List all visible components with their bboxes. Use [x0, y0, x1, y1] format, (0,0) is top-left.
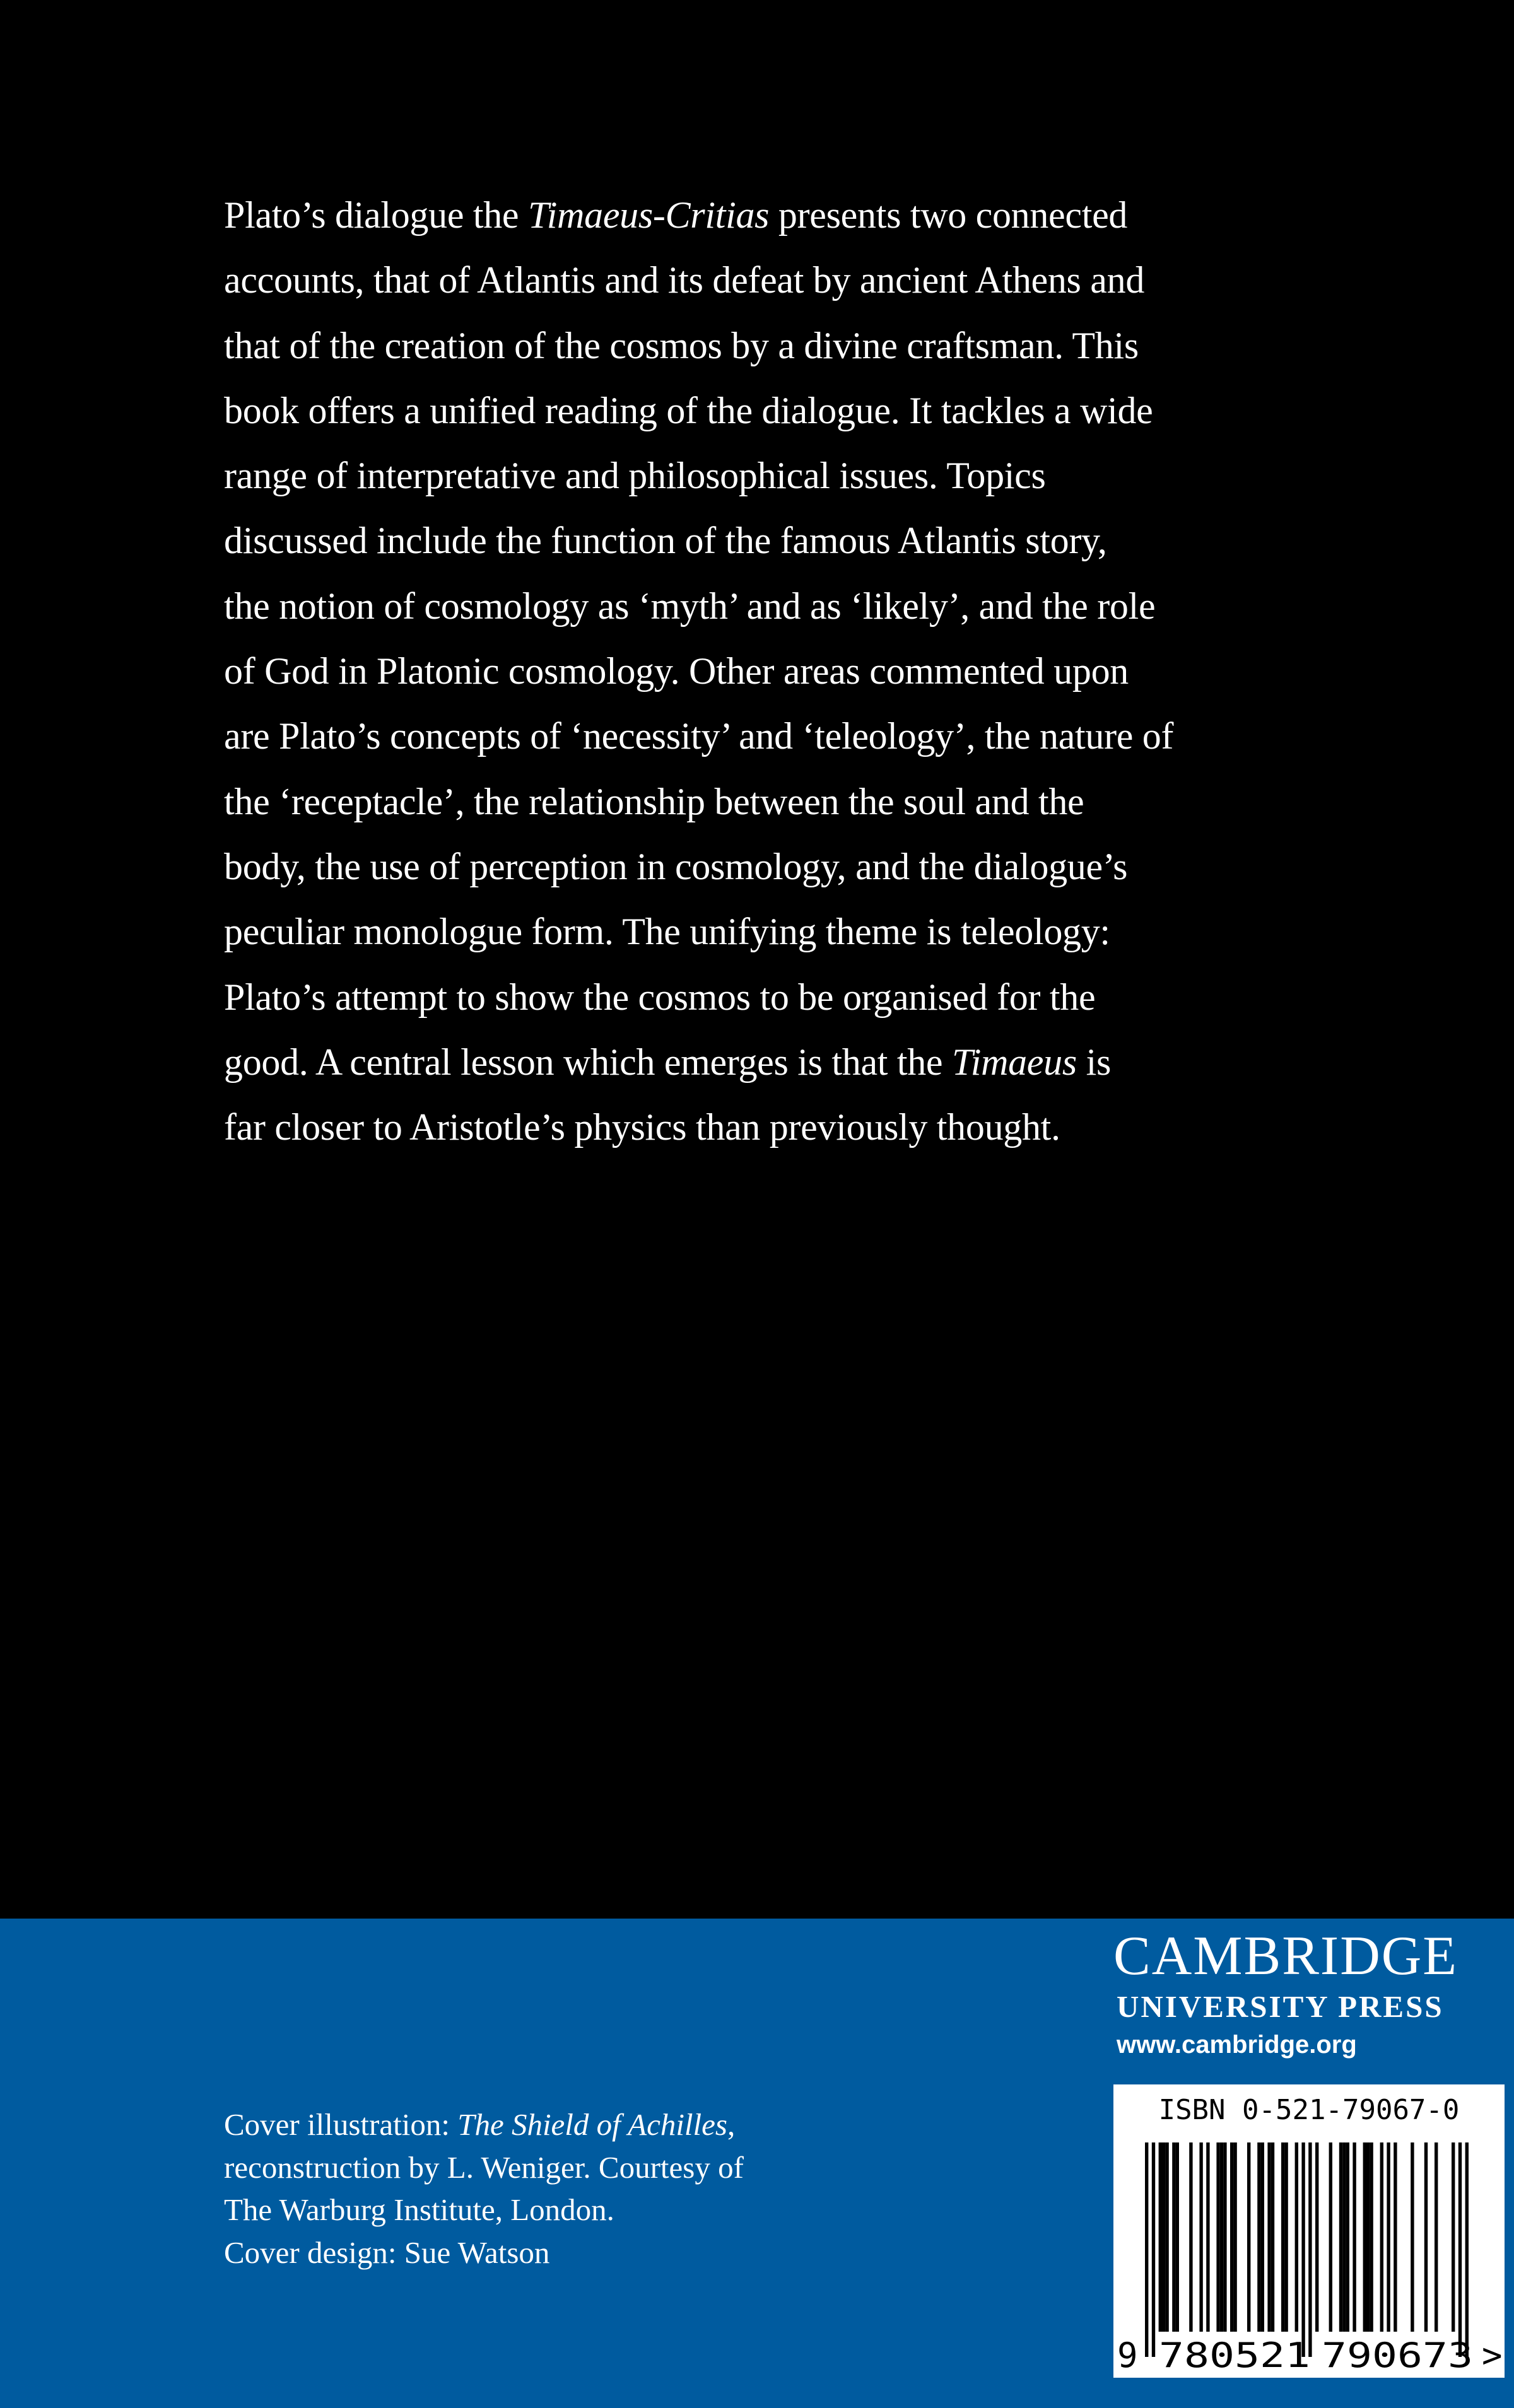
barcode-bar — [1220, 2142, 1223, 2332]
barcode-bar — [1353, 2142, 1356, 2332]
ean-first-digit: 9 — [1117, 2335, 1138, 2375]
barcode-bar — [1233, 2142, 1236, 2332]
blurb-italic-title: Timaeus-Critias — [527, 194, 770, 236]
barcode-bar — [1284, 2142, 1288, 2332]
barcode-bar — [1172, 2142, 1175, 2332]
barcode-bar — [1339, 2142, 1342, 2332]
blurb-italic-title: Timaeus — [951, 1041, 1077, 1083]
credits-line — [224, 2103, 855, 2146]
barcode-bar — [1162, 2142, 1165, 2332]
barcode-bar — [1189, 2142, 1192, 2332]
barcode-bar — [1458, 2142, 1462, 2357]
blurb-text-span: Plato’s attempt to show the cosmos to be organised for the — [224, 976, 1096, 1018]
publisher-url: www.cambridge.org — [1117, 2031, 1357, 2059]
barcode-bar — [1230, 2142, 1233, 2332]
blurb-line — [224, 965, 1322, 1030]
ean-right-digits: 790673 — [1322, 2335, 1473, 2375]
publisher-name: CAMBRIDGE — [1113, 1926, 1458, 1987]
barcode-bar — [1329, 2142, 1332, 2332]
barcode-bar — [1346, 2142, 1349, 2332]
barcode-bar — [1370, 2142, 1373, 2332]
blurb-line — [224, 769, 1322, 834]
barcode-bar — [1271, 2142, 1274, 2332]
blurb-line — [224, 639, 1322, 704]
barcode-bar — [1380, 2142, 1383, 2332]
credits-text-span: Cover illustration: — [224, 2107, 458, 2142]
blurb-text-span: of God in Platonic cosmology. Other areas commented upon — [224, 650, 1129, 693]
blurb-line — [224, 899, 1322, 964]
blurb-text-span: Plato’s dialogue the — [224, 194, 528, 236]
blurb-line — [224, 508, 1322, 573]
blurb-text-span: discussed include the function of the famous Atlantis story, — [224, 520, 1107, 562]
barcode-bar — [1301, 2142, 1305, 2357]
credits-italic-title: The Shield of Achilles — [457, 2107, 727, 2142]
blurb-text-span: peculiar monologue form. The unifying theme is teleology: — [224, 911, 1110, 953]
barcode-bar — [1315, 2142, 1318, 2332]
credits-line — [224, 2189, 855, 2231]
credits-line — [224, 2146, 855, 2189]
blurb-text-span: the notion of cosmology as ‘myth’ and as ‘likely’, and the role — [224, 585, 1156, 627]
barcode-bar — [1465, 2142, 1469, 2357]
publisher-subtitle: UNIVERSITY PRESS — [1117, 1989, 1444, 2024]
credits-line — [224, 2231, 855, 2274]
barcode-bar — [1435, 2142, 1438, 2332]
barcode-bar — [1145, 2142, 1148, 2357]
blurb-text-span: range of interpretative and philosophical issues. Topics — [224, 455, 1046, 497]
blurb-line — [224, 378, 1322, 443]
barcode-bar — [1199, 2142, 1202, 2332]
barcode-bar — [1176, 2142, 1179, 2332]
blurb-line — [224, 313, 1322, 378]
publisher-logo — [1113, 1925, 1511, 2064]
ean-quiet-marker: > — [1482, 2335, 1503, 2375]
barcode-bar — [1424, 2142, 1428, 2332]
barcode-bar — [1295, 2142, 1298, 2332]
blurb-text — [224, 183, 1322, 1160]
blurb-text-span: presents two connected — [769, 194, 1128, 236]
blurb-text-span: are Plato’s concepts of ‘necessity’ and ‘teleology’, the nature of — [224, 715, 1174, 757]
barcode-bar — [1216, 2142, 1219, 2332]
blurb-text-span: body, the use of perception in cosmology, and the dialogue’s — [224, 845, 1128, 887]
blurb-line — [224, 834, 1322, 899]
blurb-line — [224, 1095, 1322, 1160]
credits-text-span: Cover design: Sue Watson — [224, 2235, 550, 2270]
credits-text-span: reconstruction by L. Weniger. Courtesy of — [224, 2149, 744, 2185]
blurb-line — [224, 443, 1322, 508]
barcode-bar — [1159, 2142, 1162, 2332]
barcode-bar — [1387, 2142, 1390, 2332]
blurb-line — [224, 248, 1322, 313]
ean-left-digits: 780521 — [1159, 2335, 1310, 2375]
blurb-text-span: book offers a unified reading of the dialogue. It tackles a wide — [224, 389, 1153, 431]
barcode-bar — [1261, 2142, 1264, 2332]
barcode-bar — [1342, 2142, 1346, 2332]
blurb-text-span: far closer to Aristotle’s physics than previously thought. — [224, 1106, 1060, 1148]
blurb-text-span: good. A central lesson which emerges is that the — [224, 1041, 952, 1083]
credits-text-span: , — [727, 2107, 736, 2142]
barcode-bar — [1257, 2142, 1260, 2332]
barcode-bar — [1152, 2142, 1155, 2357]
barcode-bar — [1363, 2142, 1366, 2332]
blurb-line — [224, 1030, 1322, 1095]
barcode-bar — [1281, 2142, 1284, 2332]
barcode-bar — [1267, 2142, 1270, 2332]
barcode-bar — [1223, 2142, 1226, 2332]
blurb-text-span: accounts, that of Atlantis and its defeat by ancient Athens and — [224, 259, 1145, 301]
barcode-bar — [1308, 2142, 1312, 2357]
barcode-bar — [1247, 2142, 1250, 2332]
isbn-text: ISBN 0-521-79067-0 — [1158, 2094, 1460, 2126]
blurb-text-span: the ‘receptacle’, the relationship between the soul and the — [224, 780, 1084, 822]
blurb-line — [224, 704, 1322, 769]
barcode-box — [1113, 2084, 1505, 2378]
barcode-bar — [1394, 2142, 1397, 2332]
credits-text-span: The Warburg Institute, London. — [224, 2192, 614, 2227]
blurb-line — [224, 574, 1322, 639]
blurb-line — [224, 183, 1322, 248]
blurb-text-span: that of the creation of the cosmos by a divine craftsman. This — [224, 324, 1139, 366]
cover-credits — [224, 2103, 855, 2274]
barcode-bar — [1165, 2142, 1168, 2332]
barcode-bars — [1145, 2142, 1469, 2357]
barcode-bar — [1411, 2142, 1414, 2332]
barcode-graphic — [1113, 2084, 1505, 2378]
barcode-bar — [1366, 2142, 1370, 2332]
barcode-bar — [1452, 2142, 1455, 2332]
blurb-text-span: is — [1076, 1041, 1112, 1083]
barcode-bar — [1206, 2142, 1209, 2332]
